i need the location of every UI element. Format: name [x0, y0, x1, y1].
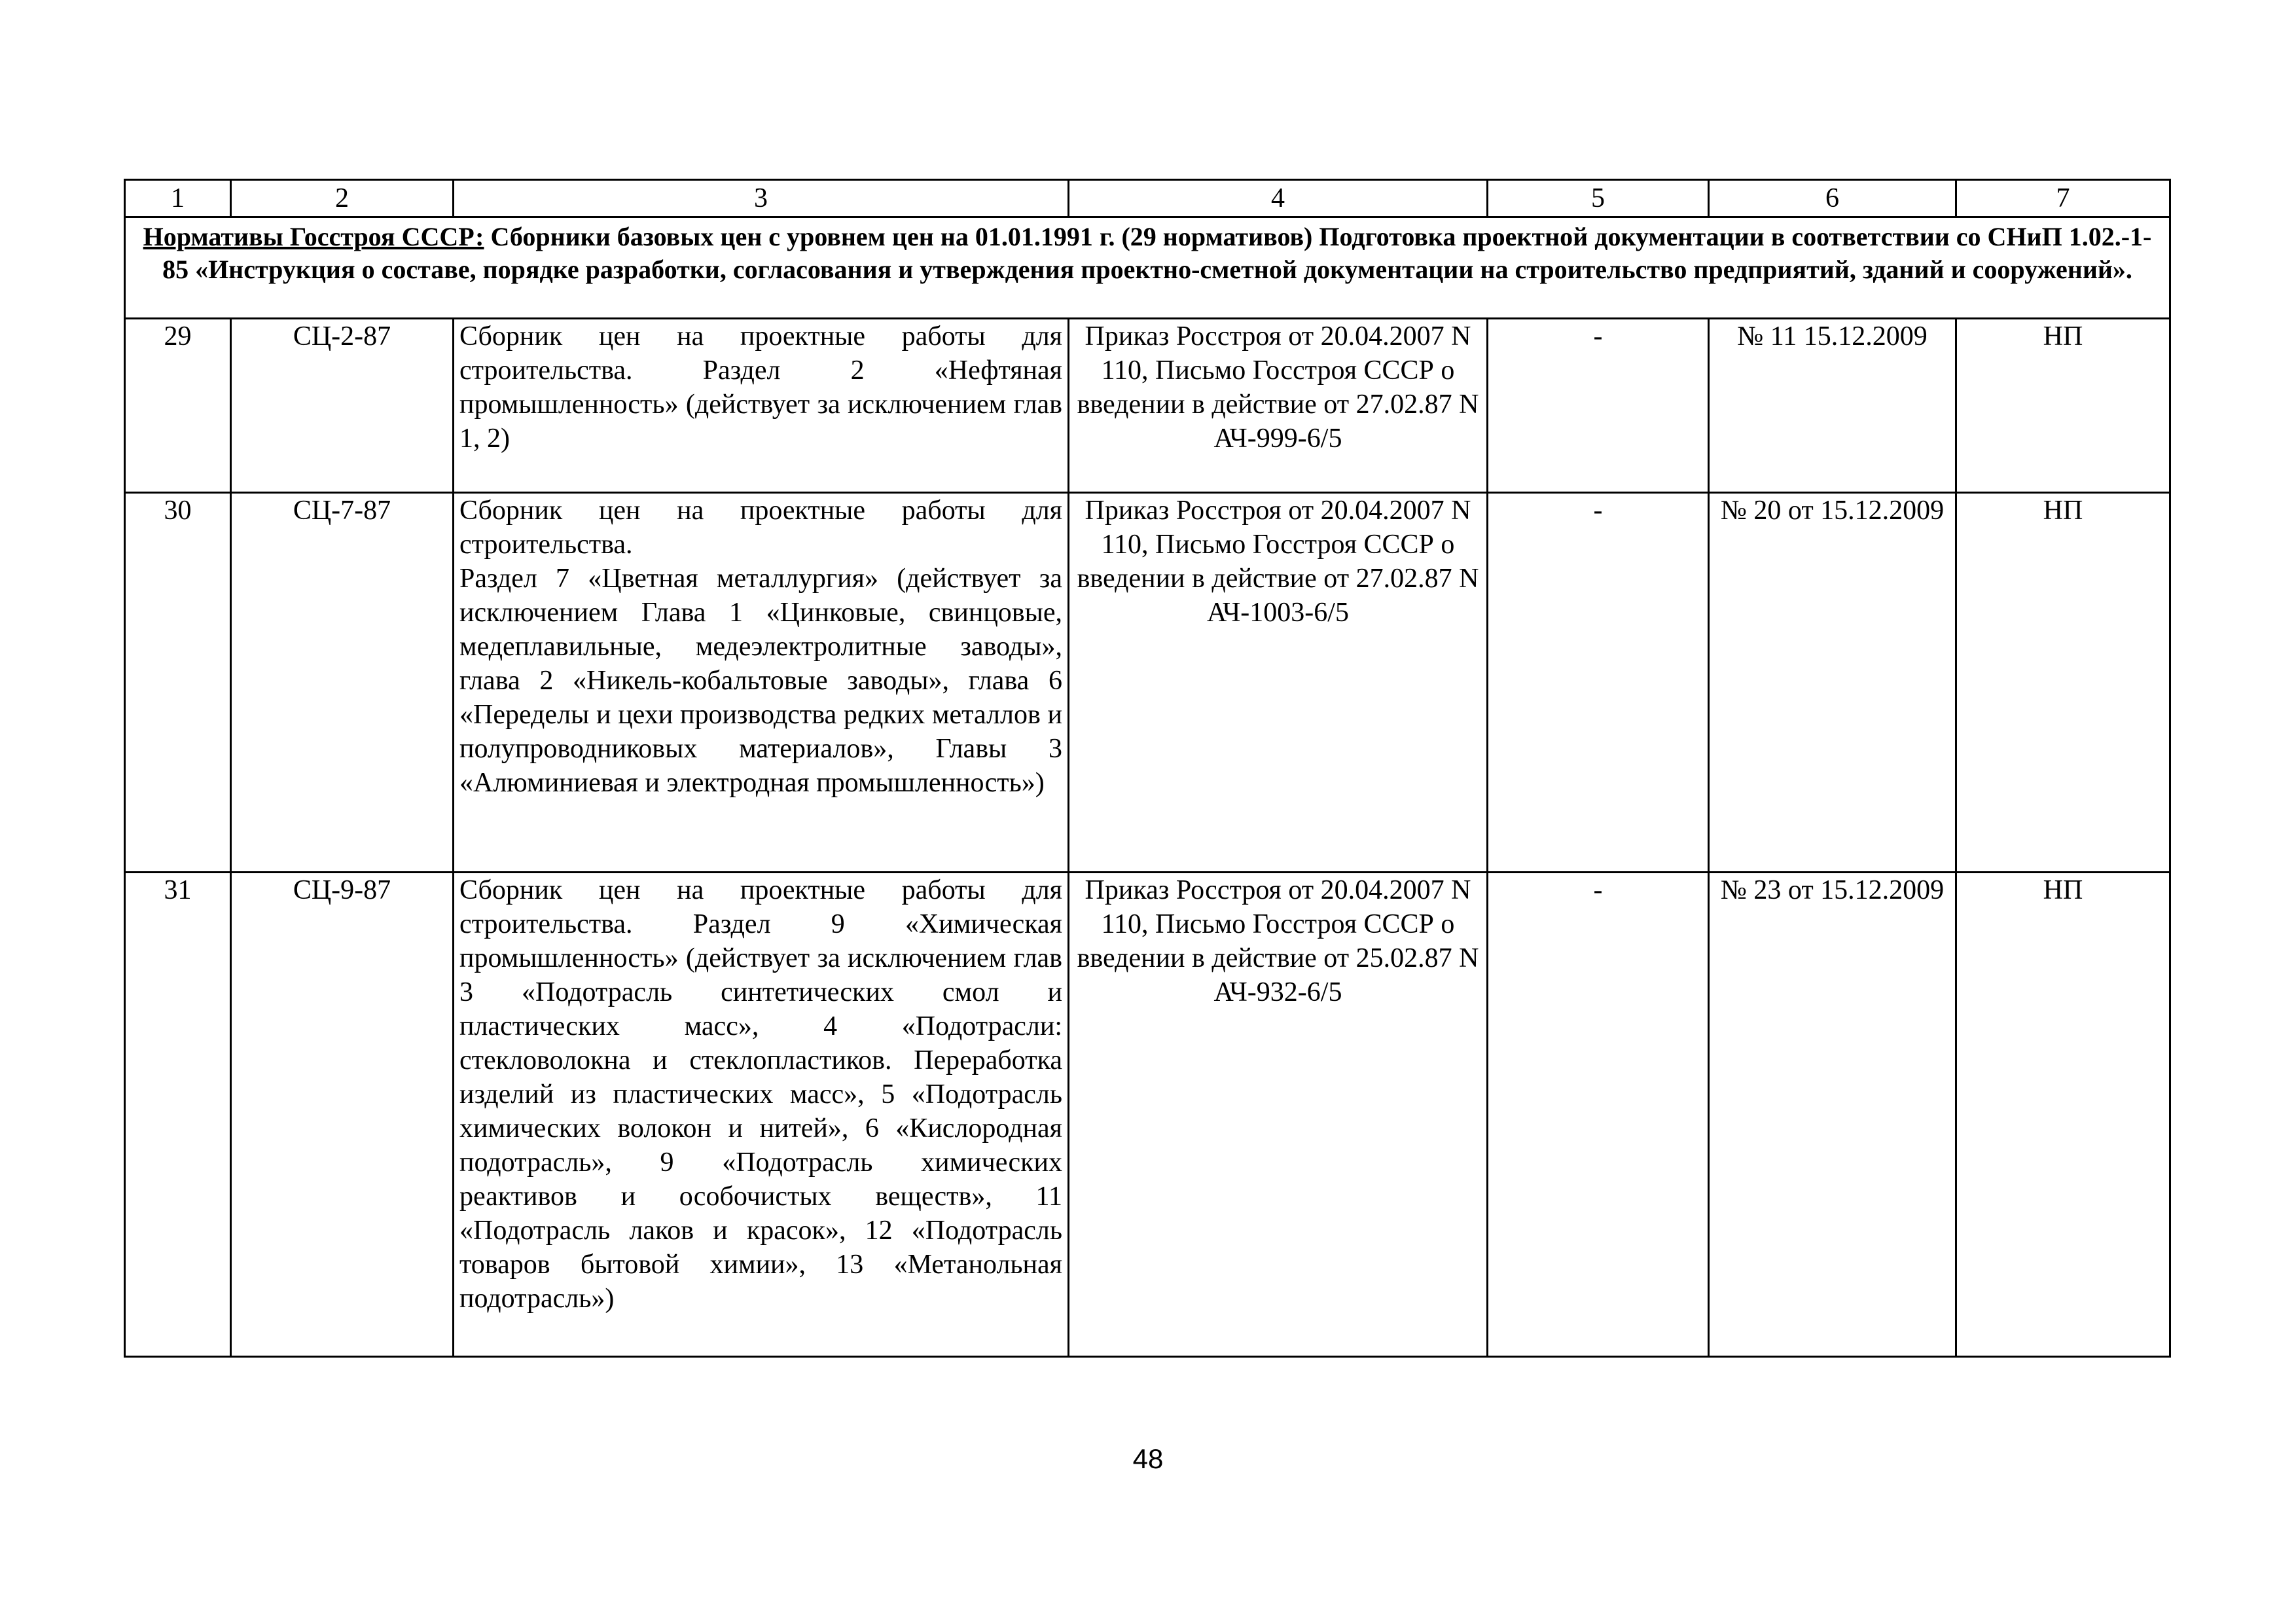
column-header-4: 4 [1069, 180, 1488, 217]
section-heading-text: Сборники базовых цен с уровнем цен на 01.01.1991 г. (29 нормативов) Подготовка проектной документации в соответствии со СНиП 1.02.-1-85 «Инструкция о составе, порядке разработки, согласования и утверждения проектно-сметной документации на строительство предприятий, зданий и сооружений». [162, 222, 2152, 284]
column-7-value: НП [1956, 493, 2170, 873]
normative-description [454, 493, 1069, 873]
normative-description-title: Сборник цен на проектные работы для строительства. [459, 496, 1062, 560]
row-number: 29 [125, 319, 231, 493]
approval-order: Приказ Росстроя от 20.04.2007 N 110, Письмо Госстроя СССР о введении в действие от 27.02.87 N АЧ-999-6/5 [1069, 319, 1488, 493]
column-6-value: № 11 15.12.2009 [1709, 319, 1956, 493]
column-7-value: НП [1956, 873, 2170, 1357]
column-6-value: № 23 от 15.12.2009 [1709, 873, 1956, 1357]
row-number: 31 [125, 873, 231, 1357]
page-number: 48 [1132, 1443, 1164, 1474]
normative-code: СЦ-7-87 [231, 493, 454, 873]
column-5-value: - [1488, 873, 1709, 1357]
column-number-row [125, 180, 2170, 217]
table-row [125, 493, 2170, 873]
approval-order: Приказ Росстроя от 20.04.2007 N 110, Письмо Госстроя СССР о введении в действие от 27.02.87 N АЧ-1003-6/5 [1069, 493, 1488, 873]
column-header-1: 1 [125, 180, 231, 217]
normative-description: Сборник цен на проектные работы для строительства. Раздел 2 «Нефтяная промышленность» (действует за исключением глав 1, 2) [454, 319, 1069, 493]
normative-code: СЦ-9-87 [231, 873, 454, 1357]
normative-code: СЦ-2-87 [231, 319, 454, 493]
column-5-value: - [1488, 319, 1709, 493]
section-heading [125, 217, 2170, 319]
section-heading-underlined: Нормативы Госстроя СССР: [143, 222, 484, 251]
column-header-3: 3 [454, 180, 1069, 217]
normative-description: Сборник цен на проектные работы для строительства. Раздел 9 «Химическая промышленность» (действует за исключением глав 3 «Подотрасль синтетических смол и пластических масс», 4 «Подотрасли: стекловолокна и стеклопластиков. Переработка изделий из пластических масс», 5 «Подотрасль химических волокон и нитей», 6 «Кислородная подотрасль», 9 «Подотрасль химических реактивов и особочистых веществ», 11 «Подотрасль лаков и красок», 12 «Подотрасль товаров бытовой химии», 13 «Метанольная подотрасль») [454, 873, 1069, 1357]
column-5-value: - [1488, 493, 1709, 873]
column-header-6: 6 [1709, 180, 1956, 217]
column-header-7: 7 [1956, 180, 2170, 217]
table-row [125, 319, 2170, 493]
section-heading-row [125, 217, 2170, 319]
normative-description-body: Раздел 7 «Цветная металлургия» (действует за исключением Глава 1 «Цинковые, свинцовые, медеплавильные, медеэлектролитные заводы», глава 2 «Никель-кобальтовые заводы», глава 6 «Переделы и цехи производства редких металлов и полупроводниковых материалов», Главы 3 «Алюминиевая и электродная промышленность») [459, 564, 1062, 798]
row-number: 30 [125, 493, 231, 873]
column-7-value: НП [1956, 319, 2170, 493]
column-header-5: 5 [1488, 180, 1709, 217]
normatives-table [124, 179, 2171, 1358]
table-row [125, 873, 2170, 1357]
column-header-2: 2 [231, 180, 454, 217]
column-6-value: № 20 от 15.12.2009 [1709, 493, 1956, 873]
approval-order: Приказ Росстроя от 20.04.2007 N 110, Письмо Госстроя СССР о введении в действие от 25.02.87 N АЧ-932-6/5 [1069, 873, 1488, 1357]
